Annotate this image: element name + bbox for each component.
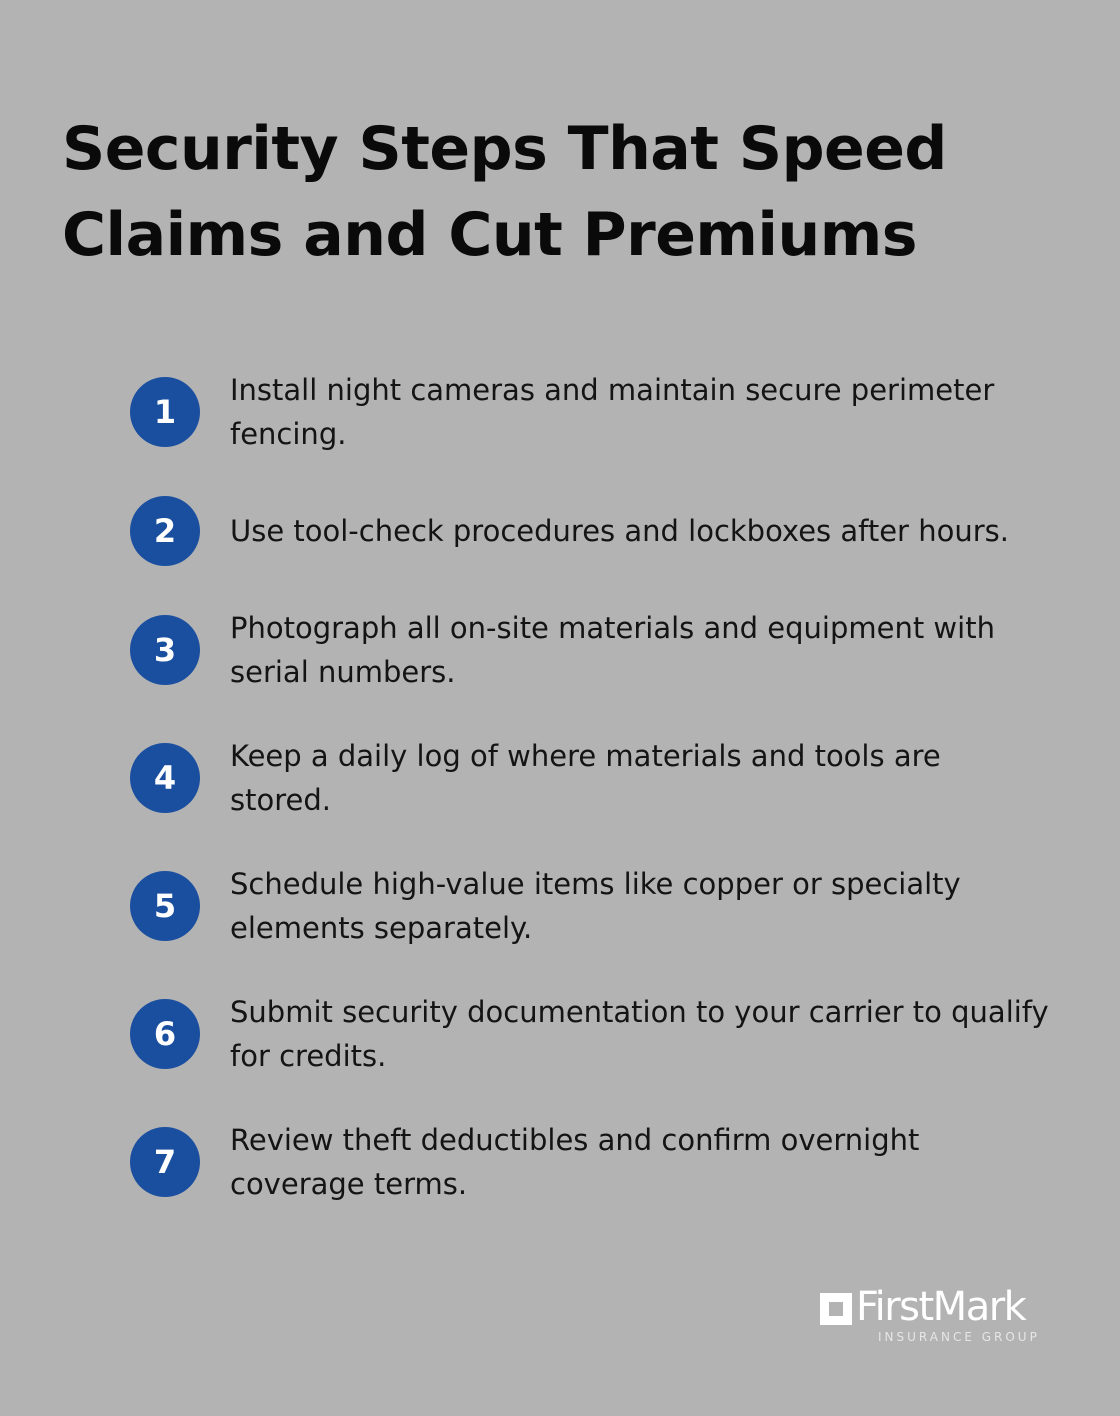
logo-square-icon <box>820 1293 852 1325</box>
step-text: Schedule high-value items like copper or specialty elements separately. <box>230 867 961 945</box>
step-number-badge: 7 <box>130 1127 200 1197</box>
step-text: Use tool-check procedures and lockboxes after hours. <box>230 514 1009 548</box>
step-number-badge: 4 <box>130 743 200 813</box>
step-text: Install night cameras and maintain secure perimeter fencing. <box>230 373 995 451</box>
step-item-1 <box>130 368 1060 456</box>
step-item-7 <box>130 1118 1060 1206</box>
steps-list <box>130 368 1060 1206</box>
step-number-badge: 2 <box>130 496 200 566</box>
step-text: Submit security documentation to your carrier to qualify for credits. <box>230 995 1049 1073</box>
step-number-badge: 6 <box>130 999 200 1069</box>
step-text: Photograph all on-site materials and equipment with serial numbers. <box>230 611 995 689</box>
logo-name: FirstMark <box>856 1284 1026 1330</box>
step-item-6 <box>130 990 1060 1078</box>
page-title <box>62 106 1042 278</box>
step-number-badge: 5 <box>130 871 200 941</box>
page-title-line-2: Claims and Cut Premiums <box>62 200 917 270</box>
step-item-5 <box>130 862 1060 950</box>
firstmark-logo <box>818 1284 1058 1350</box>
step-text: Keep a daily log of where materials and tools are stored. <box>230 739 941 817</box>
step-item-4 <box>130 734 1060 822</box>
step-item-2 <box>130 496 1060 566</box>
logo-subtitle: INSURANCE GROUP <box>878 1330 1040 1344</box>
step-item-3 <box>130 606 1060 694</box>
page-title-line-1: Security Steps That Speed <box>62 114 947 184</box>
step-number-badge: 1 <box>130 377 200 447</box>
step-text: Review theft deductibles and confirm overnight coverage terms. <box>230 1123 920 1201</box>
step-number-badge: 3 <box>130 615 200 685</box>
